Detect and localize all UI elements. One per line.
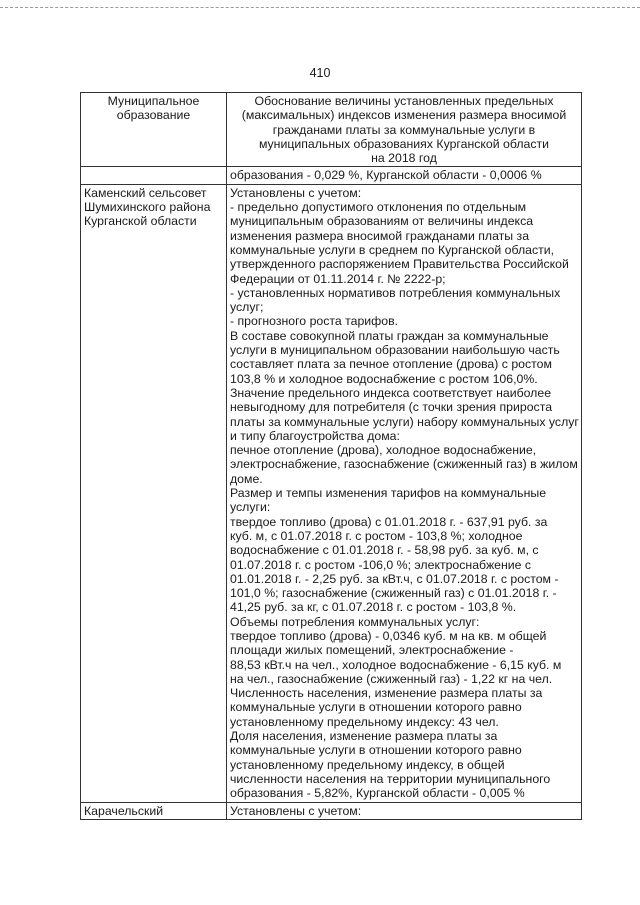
municipality-line: Карачельский [84, 803, 164, 818]
municipality-cell [81, 802, 227, 819]
justification-line: 101,0 %; газоснабжение (сжиженный газ) с 01.01.2018 г. - [230, 586, 557, 601]
table-row [81, 167, 582, 184]
justification-line: печное отопление (дрова), холодное водоснабжение, [230, 443, 537, 458]
header-line: образование [116, 108, 191, 123]
justification-line: Численность населения, изменение размера платы за [230, 686, 543, 701]
justification-line: услуг; [230, 300, 264, 315]
municipality-cell [81, 184, 227, 802]
justification-line: водоснабжение с 01.01.2018 г. - 58,98 руб. за куб. м, с [230, 543, 539, 558]
header-line: гражданами платы за коммунальные услуги в [272, 122, 536, 137]
justification-line: установленному предельному индексу: 43 чел. [230, 714, 499, 729]
table-row [81, 184, 582, 802]
justification-line: куб. м, с 01.07.2018 г. с ростом - 103,8 %; холодное [230, 528, 523, 543]
justification-line: площади жилых помещений, электроснабжение - [230, 643, 514, 658]
justification-line: - прогнозного роста тарифов. [230, 314, 399, 329]
justification-line: муниципальным образованиям от величины индекса [230, 214, 534, 229]
municipality-cell [81, 167, 227, 184]
justification-line: Объемы потребления коммунальных услуг: [230, 614, 480, 629]
justification-line: коммунальные услуги в среднем по Курганской области, [230, 242, 555, 257]
justification-line: Размер и темпы изменения тарифов на коммунальные [230, 486, 547, 501]
justification-line: коммунальные услуги в отношении которого равно [230, 700, 522, 715]
justification-line: невыгодному для потребителя (с точки зрения прироста [230, 400, 553, 415]
header-line: (максимальных) индексов изменения размера вносимой [241, 108, 567, 123]
justification-line: и типу благоустройства дома: [230, 428, 400, 443]
header-line: на 2018 год [371, 151, 437, 166]
municipality-line: Курганской области [84, 214, 197, 229]
justification-line: коммунальные услуги в отношении которого равно [230, 743, 522, 758]
justification-line: 103,8 % и холодное водоснабжение с ростом 106,0%. [230, 371, 538, 386]
municipality-line: Каменский сельсовет [84, 185, 207, 200]
justification-line: электроснабжение, газоснабжение (сжиженный газ) в жилом [230, 457, 578, 472]
justification-line: В составе совокупной платы граждан за коммунальные [230, 328, 549, 343]
justification-line: установленному предельному индексу, в общей [230, 757, 505, 772]
justification-line: Установлены с учетом: [230, 185, 362, 200]
justification-line: доме. [230, 471, 263, 486]
justification-line: на чел., газоснабжение (сжиженный газ) - 1,22 кг на чел. [230, 671, 553, 686]
header-municipality [81, 93, 227, 167]
municipal-index-table [80, 92, 582, 820]
header-line: Обоснование величины установленных предельных [254, 94, 554, 108]
justification-cell [227, 802, 582, 819]
table-row [81, 802, 582, 819]
justification-line: 41,25 руб. за кг, с 01.07.2018 г. с ростом - 103,8 %. [230, 600, 517, 615]
justification-line: - установленных нормативов потребления коммунальных [230, 285, 561, 300]
table-header-row [81, 93, 582, 167]
header-line: муниципальных образованиях Курганской области [258, 136, 550, 151]
justification-cell [227, 167, 582, 184]
justification-line: 01.01.2018 г. - 2,25 руб. за кВт.ч, с 01.07.2018 г. с ростом - [230, 571, 559, 586]
justification-line: Доля населения, изменение размера платы за [230, 729, 498, 744]
justification-line: 01.07.2018 г. с ростом -106,0 %; электроснабжение с [230, 557, 532, 572]
justification-line: Установлены с учетом: [230, 803, 362, 818]
header-line: Муниципальное [107, 94, 200, 108]
justification-line: образования - 0,029 %, Курганской области - 0,0006 % [230, 168, 542, 183]
justification-line: образования - 5,82%, Курганской области - 0,005 % [230, 786, 525, 801]
justification-line: изменения размера вносимой гражданами платы за [230, 228, 530, 243]
justification-line: утвержденного распоряжением Правительства Российской [230, 257, 569, 272]
justification-line: численности населения на территории муниципального [230, 771, 551, 786]
justification-line: Федерации от 01.11.2014 г. № 2222-р; [230, 271, 446, 286]
justification-line: Значение предельного индекса соответствует наиболее [230, 385, 552, 400]
page-number: 410 [309, 66, 331, 80]
justification-line: составляет плата за печное отопление (дрова) с ростом [230, 357, 552, 372]
justification-line: твердое топливо (дрова) с 01.01.2018 г. - 637,91 руб. за [230, 514, 548, 529]
justification-line: платы за коммунальные услуги) набору коммунальных услуг [230, 414, 579, 429]
justification-line: услуги: [230, 500, 271, 515]
justification-line: - предельно допустимого отклонения по отдельным [230, 200, 527, 215]
justification-cell [227, 184, 582, 802]
justification-line: 88,53 кВт.ч на чел., холодное водоснабжение - 6,15 куб. м [230, 657, 562, 672]
justification-line: услуги в муниципальном образовании наибольшую часть [230, 343, 560, 358]
municipality-line: Шумихинского района [84, 200, 211, 215]
header-justification [227, 93, 582, 167]
scan-top-dashed-line [0, 7, 640, 8]
justification-line: твердое топливо (дрова) - 0,0346 куб. м на кв. м общей [230, 628, 547, 643]
